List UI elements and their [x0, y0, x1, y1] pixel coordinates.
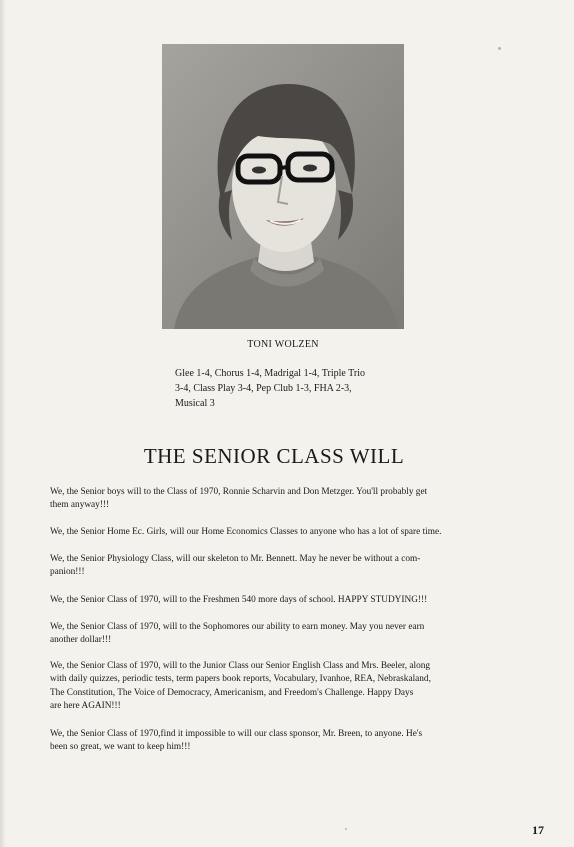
- activities-line: 3-4, Class Play 3-4, Pep Club 1-3, FHA 2-3,: [175, 383, 352, 394]
- will-paragraph: [50, 621, 495, 648]
- will-line: We, the Senior Home Ec. Girls, will our Home Economics Classes to anyone who has a lot of spare time.: [50, 527, 442, 537]
- student-activities: [175, 366, 415, 411]
- will-line: We, the Senior Class of 1970, will to the Freshmen 540 more days of school. HAPPY STUDYING!!!: [50, 595, 428, 605]
- will-paragraph: [50, 660, 495, 714]
- will-line: We, the Senior Class of 1970,find it impossible to will our class sponsor, Mr. Breen, to anyone. He's: [50, 729, 423, 739]
- will-line: We, the Senior Class of 1970, will to the Sophomores our ability to earn money. May you never earn: [50, 622, 425, 632]
- will-line: The Constitution, The Voice of Democracy, Americanism, and Freedom's Challenge. Happy Days: [50, 687, 414, 698]
- will-line: We, the Senior Class of 1970, will to the Junior Class our Senior English Class and Mrs. Beeler, along: [50, 661, 431, 671]
- paper-speck: [498, 47, 501, 50]
- will-paragraph: [50, 728, 495, 755]
- will-paragraph: [50, 553, 495, 580]
- will-line: them anyway!!!: [50, 500, 110, 511]
- will-line: panion!!!: [50, 567, 85, 578]
- page-heading: THE SENIOR CLASS WILL: [143, 444, 405, 468]
- will-paragraph: [50, 486, 495, 513]
- paper-speck: [345, 828, 347, 830]
- page-edge-shadow: [0, 0, 6, 847]
- will-line: with daily quizzes, periodic tests, term papers book reports, Vocabulary, Ivanhoe, REA, Nebraskaland,: [50, 674, 431, 685]
- student-name: TONI WOLZEN: [247, 339, 319, 350]
- will-line: We, the Senior boys will to the Class of 1970, Ronnie Scharvin and Don Metzger. You'll probably get: [50, 487, 428, 497]
- will-line: another dollar!!!: [50, 635, 112, 646]
- will-paragraph: [50, 594, 495, 607]
- will-line: been so great, we want to keep him!!!: [50, 742, 191, 753]
- page-number: 17: [532, 823, 544, 837]
- senior-portrait-photo: [162, 44, 404, 329]
- will-line: We, the Senior Physiology Class, will our skeleton to Mr. Bennett. May he never be without a com-: [50, 554, 421, 564]
- activities-line: Glee 1-4, Chorus 1-4, Madrigal 1-4, Triple Trio: [175, 368, 365, 379]
- activities-line: Musical 3: [175, 398, 215, 409]
- will-paragraph: [50, 526, 495, 539]
- will-line: are here AGAIN!!!: [50, 701, 121, 712]
